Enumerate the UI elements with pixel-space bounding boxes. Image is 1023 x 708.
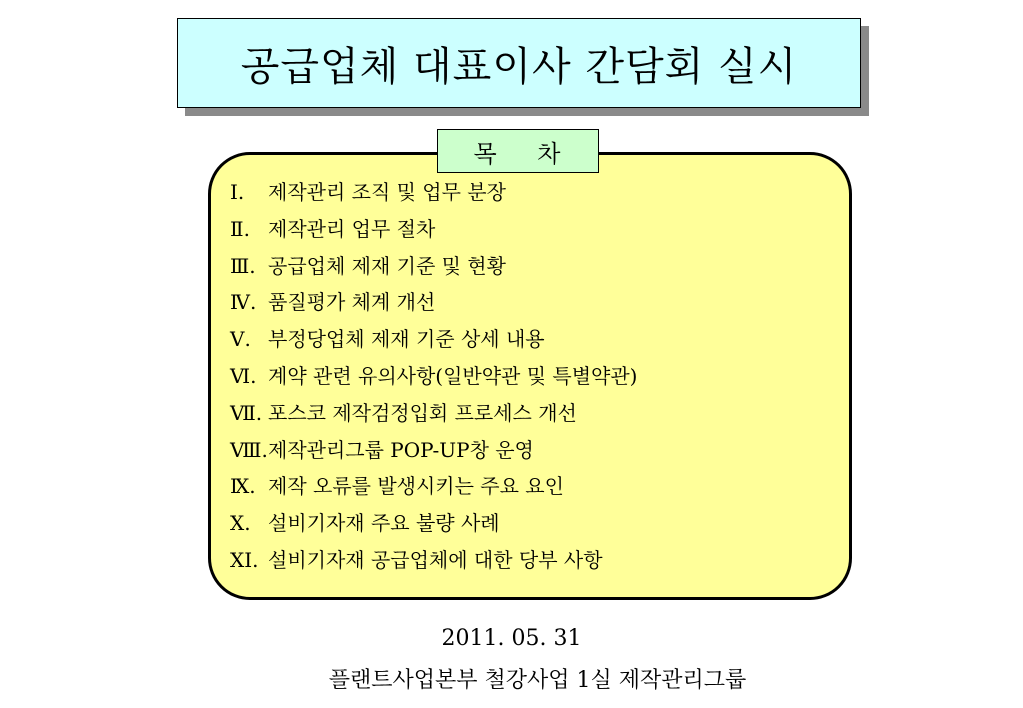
page-title: 공급업체 대표이사 간담회 실시 [240,43,798,90]
toc-item-number: Ⅳ. [230,290,257,315]
toc-item-number: XI. [230,547,259,572]
toc-item-number: Ⅰ. [230,180,245,204]
toc-item-text: 공급업체 제재 기준 및 현황 [268,253,506,278]
toc-item-text: 부정당업체 제재 기준 상세 내용 [268,327,545,352]
footer-date: 2011. 05. 31 [441,626,582,651]
toc-list [230,176,637,581]
toc-item-text: 제작관리 조직 및 업무 분장 [268,180,506,204]
toc-item [230,360,637,397]
toc-item [230,544,637,581]
toc-item-number: Ⅹ. [230,511,251,536]
toc-item-text: 품질평가 체계 개선 [268,290,436,315]
toc-item-text: 제작관리그룹 POP-UP창 운영 [268,437,534,462]
toc-item-number: Ⅴ. [230,327,251,352]
toc-item-number: Ⅵ. [230,363,257,388]
title-box [177,18,861,108]
toc-item [230,434,637,471]
toc-item [230,323,637,360]
toc-item-number: Ⅶ. [230,400,263,425]
toc-item [230,507,637,544]
toc-item-text: 계약 관련 유의사항(일반약관 및 특별약관) [268,363,638,388]
toc-item [230,176,637,213]
toc-item-text: 제작관리 업무 절차 [268,216,436,241]
toc-item-number: Ⅸ. [230,474,256,499]
toc-item-text: 설비기자재 주요 불량 사례 [268,511,500,536]
toc-header-label: 목 차 [473,139,563,168]
toc-item-text: 포스코 제작검정입회 프로세스 개선 [268,400,577,425]
toc-item-number: Ⅲ. [230,253,256,278]
toc-item [230,397,637,434]
toc-item [230,250,637,287]
toc-item [230,213,637,250]
toc-item-text: 제작 오류를 발생시키는 주요 요인 [268,474,564,499]
toc-item-number: Ⅷ. [230,437,268,462]
toc-item [230,470,637,507]
toc-header [437,129,599,173]
footer-organization: 플랜트사업본부 철강사업 1실 제작관리그룹 [328,668,747,693]
toc-item-number: Ⅱ. [230,216,250,241]
toc-item [230,286,637,323]
toc-item-text: 설비기자재 공급업체에 대한 당부 사항 [268,547,603,572]
